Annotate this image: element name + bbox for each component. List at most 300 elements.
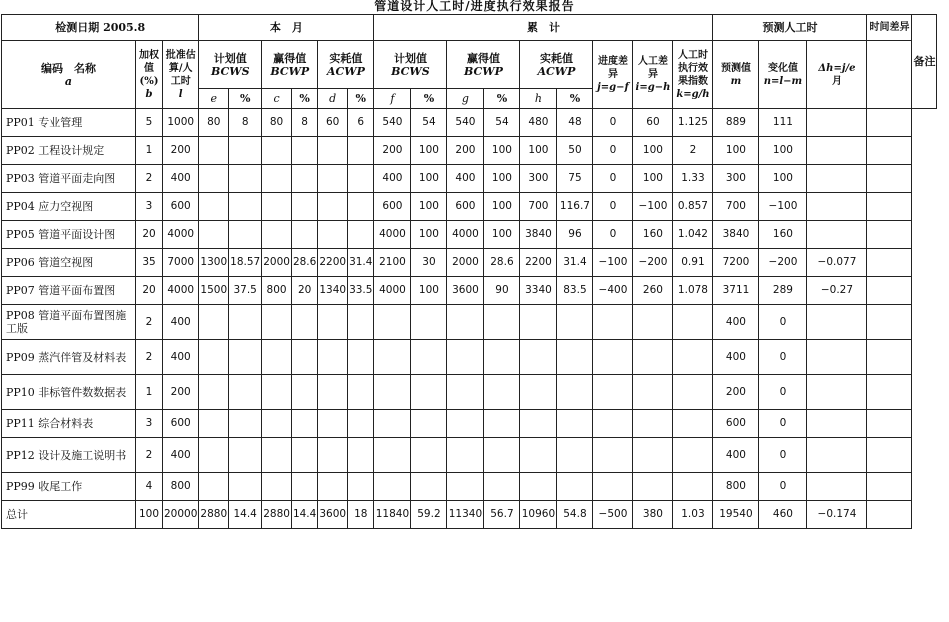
- table-cell: [593, 340, 633, 375]
- table-cell: 200: [713, 375, 759, 410]
- row-label: PP07 管道平面布置图: [2, 277, 136, 305]
- table-cell: 700: [713, 193, 759, 221]
- remark-header: 备注: [912, 15, 937, 109]
- table-cell: −0.174: [807, 501, 867, 529]
- table-cell: [318, 165, 348, 193]
- table-cell: [673, 375, 713, 410]
- table-cell: 260: [633, 277, 673, 305]
- table-cell: 2880: [199, 501, 229, 529]
- table-row: [2, 137, 937, 165]
- table-cell: [199, 305, 229, 340]
- table-cell: [318, 305, 348, 340]
- table-cell: [807, 109, 867, 137]
- table-cell: [447, 375, 484, 410]
- table-cell: [673, 438, 713, 473]
- table-cell: 200: [374, 137, 411, 165]
- table-cell: [318, 438, 348, 473]
- predicted-value-header: [713, 41, 759, 109]
- table-cell: −0.077: [807, 249, 867, 277]
- row-label: PP12 设计及施工说明书: [2, 438, 136, 473]
- table-cell: [262, 410, 292, 438]
- table-cell: 33.5: [348, 277, 374, 305]
- table-cell: 6: [348, 109, 374, 137]
- sub-pct: %: [411, 89, 447, 109]
- table-row: [2, 249, 937, 277]
- approved-var: l: [178, 88, 183, 100]
- table-cell: 100: [411, 221, 447, 249]
- table-cell: [199, 340, 229, 375]
- table-cell: [484, 305, 520, 340]
- table-cell: [318, 473, 348, 501]
- table-cell: 14.4: [291, 501, 317, 529]
- table-row: [2, 277, 937, 305]
- time-diff-header: 时间差异: [867, 15, 912, 41]
- table-cell: [867, 221, 912, 249]
- month-acwp-abbr: ACWP: [326, 64, 365, 78]
- table-cell: [199, 438, 229, 473]
- sub-pct: %: [557, 89, 593, 109]
- table-cell: 889: [713, 109, 759, 137]
- cum-bcws-header: [374, 41, 447, 89]
- report-title: 管道设计人工时/进度执行效果报告: [374, 0, 575, 12]
- table-cell: −100: [593, 249, 633, 277]
- month-bcwp-header: [262, 41, 318, 89]
- table-cell: 4000: [163, 277, 199, 305]
- table-cell: 8: [229, 109, 262, 137]
- table-cell: 111: [759, 109, 807, 137]
- table-cell: [673, 305, 713, 340]
- table-cell: 100: [411, 277, 447, 305]
- table-cell: [291, 473, 317, 501]
- table-cell: [447, 340, 484, 375]
- table-cell: 540: [374, 109, 411, 137]
- table-cell: [484, 438, 520, 473]
- table-cell: 0: [759, 438, 807, 473]
- table-cell: 2: [136, 165, 163, 193]
- table-cell: 3600: [318, 501, 348, 529]
- table-cell: 0: [759, 340, 807, 375]
- table-cell: [262, 305, 292, 340]
- table-cell: 4000: [374, 221, 411, 249]
- table-cell: 10960: [520, 501, 557, 529]
- table-cell: 90: [484, 277, 520, 305]
- table-cell: [291, 375, 317, 410]
- table-cell: [867, 165, 912, 193]
- table-cell: 400: [163, 438, 199, 473]
- table-cell: [557, 473, 593, 501]
- table-cell: [411, 340, 447, 375]
- table-cell: 3840: [520, 221, 557, 249]
- row-label: PP01 专业管理: [2, 109, 136, 137]
- month-bcwp-abbr: BCWP: [270, 64, 310, 78]
- table-cell: 60: [633, 109, 673, 137]
- total-row: [2, 501, 937, 529]
- table-cell: [633, 375, 673, 410]
- table-cell: [557, 375, 593, 410]
- table-cell: [867, 438, 912, 473]
- table-cell: 75: [557, 165, 593, 193]
- table-cell: [291, 165, 317, 193]
- table-cell: 19540: [713, 501, 759, 529]
- table-cell: [807, 193, 867, 221]
- table-cell: [867, 277, 912, 305]
- table-cell: [411, 410, 447, 438]
- table-cell: [520, 340, 557, 375]
- table-cell: 400: [163, 340, 199, 375]
- table-cell: [199, 375, 229, 410]
- table-cell: [229, 410, 262, 438]
- table-cell: [199, 410, 229, 438]
- table-cell: 80: [199, 109, 229, 137]
- table-cell: [593, 438, 633, 473]
- table-cell: [593, 473, 633, 501]
- table-cell: 60: [318, 109, 348, 137]
- table-cell: 2: [673, 137, 713, 165]
- table-cell: [348, 375, 374, 410]
- table-cell: 30: [411, 249, 447, 277]
- table-cell: [374, 305, 411, 340]
- table-cell: [807, 375, 867, 410]
- table-cell: [447, 473, 484, 501]
- table-cell: 3600: [447, 277, 484, 305]
- cum-acwp-header: [520, 41, 593, 89]
- table-cell: [633, 410, 673, 438]
- table-cell: [318, 193, 348, 221]
- table-cell: 200: [163, 375, 199, 410]
- table-cell: [374, 410, 411, 438]
- table-cell: [348, 137, 374, 165]
- table-row: [2, 305, 937, 340]
- table-cell: 600: [374, 193, 411, 221]
- table-cell: 100: [759, 137, 807, 165]
- table-cell: −200: [633, 249, 673, 277]
- table-cell: 2: [136, 340, 163, 375]
- header-row-1: [2, 15, 937, 41]
- month-bcws-abbr: BCWS: [211, 64, 250, 78]
- table-cell: 1: [136, 137, 163, 165]
- table-cell: 5: [136, 109, 163, 137]
- table-cell: 1000: [163, 109, 199, 137]
- table-cell: 0: [593, 221, 633, 249]
- table-cell: [520, 473, 557, 501]
- table-cell: [867, 375, 912, 410]
- table-cell: [593, 410, 633, 438]
- dh-unit: 月: [831, 75, 842, 87]
- table-cell: 2100: [374, 249, 411, 277]
- table-cell: [199, 165, 229, 193]
- data-body: [2, 109, 937, 529]
- table-cell: 7000: [163, 249, 199, 277]
- table-cell: 20: [291, 277, 317, 305]
- progress-diff-header: [593, 41, 633, 109]
- table-cell: 460: [759, 501, 807, 529]
- table-cell: 96: [557, 221, 593, 249]
- table-cell: [318, 340, 348, 375]
- table-cell: [318, 137, 348, 165]
- table-cell: [291, 410, 317, 438]
- table-cell: [348, 410, 374, 438]
- table-cell: [867, 340, 912, 375]
- table-cell: [411, 438, 447, 473]
- table-cell: 28.6: [291, 249, 317, 277]
- table-row: [2, 340, 937, 375]
- table-cell: 160: [759, 221, 807, 249]
- table-cell: 4000: [447, 221, 484, 249]
- dh-header: [807, 41, 867, 109]
- table-cell: [411, 305, 447, 340]
- table-cell: −100: [633, 193, 673, 221]
- table-cell: 8: [291, 109, 317, 137]
- table-cell: 31.4: [348, 249, 374, 277]
- table-cell: [807, 340, 867, 375]
- table-cell: 100: [411, 165, 447, 193]
- table-cell: 100: [713, 137, 759, 165]
- table-cell: 480: [520, 109, 557, 137]
- month-acwp-label: 实耗值: [329, 51, 363, 65]
- labor-diff-label: 人工差异: [637, 56, 668, 80]
- table-cell: 2200: [520, 249, 557, 277]
- table-cell: 31.4: [557, 249, 593, 277]
- table-cell: 400: [447, 165, 484, 193]
- sub-f: f: [374, 89, 411, 109]
- table-cell: 2200: [318, 249, 348, 277]
- table-cell: [229, 193, 262, 221]
- table-cell: 100: [484, 221, 520, 249]
- cum-bcws-label: 计划值: [393, 51, 427, 65]
- table-cell: [291, 193, 317, 221]
- table-cell: [291, 340, 317, 375]
- table-cell: 700: [520, 193, 557, 221]
- table-cell: [348, 221, 374, 249]
- table-cell: 11340: [447, 501, 484, 529]
- month-acwp-header: [318, 41, 374, 89]
- table-cell: [867, 501, 912, 529]
- table-cell: 7200: [713, 249, 759, 277]
- labor-diff-header: [633, 41, 673, 109]
- table-cell: 400: [713, 340, 759, 375]
- table-cell: [633, 438, 673, 473]
- table-cell: 0: [759, 410, 807, 438]
- table-cell: 11840: [374, 501, 411, 529]
- table-row: [2, 165, 937, 193]
- table-cell: 1500: [199, 277, 229, 305]
- table-row: [2, 410, 937, 438]
- sub-c: c: [262, 89, 292, 109]
- table-cell: [557, 438, 593, 473]
- approved-header: [163, 41, 199, 109]
- table-cell: [867, 137, 912, 165]
- table-cell: [291, 438, 317, 473]
- table-cell: [411, 375, 447, 410]
- table-cell: 100: [520, 137, 557, 165]
- sub-pct: %: [291, 89, 317, 109]
- table-cell: 3340: [520, 277, 557, 305]
- table-cell: [447, 305, 484, 340]
- sub-pct: %: [229, 89, 262, 109]
- table-cell: 289: [759, 277, 807, 305]
- table-cell: 20000: [163, 501, 199, 529]
- table-cell: [229, 438, 262, 473]
- table-cell: [229, 473, 262, 501]
- table-cell: 400: [374, 165, 411, 193]
- table-cell: [867, 410, 912, 438]
- table-cell: [262, 165, 292, 193]
- table-cell: 1.042: [673, 221, 713, 249]
- table-cell: 28.6: [484, 249, 520, 277]
- table-cell: [520, 375, 557, 410]
- table-cell: [484, 473, 520, 501]
- table-cell: [673, 410, 713, 438]
- table-cell: [291, 221, 317, 249]
- table-cell: 800: [163, 473, 199, 501]
- cum-acwp-label: 实耗值: [539, 51, 573, 65]
- table-cell: 3711: [713, 277, 759, 305]
- table-cell: 3: [136, 193, 163, 221]
- table-cell: 83.5: [557, 277, 593, 305]
- sub-h: h: [520, 89, 557, 109]
- change-value-label: 变化值: [767, 62, 798, 74]
- table-cell: [291, 137, 317, 165]
- table-cell: 300: [713, 165, 759, 193]
- table-cell: [348, 305, 374, 340]
- table-cell: [557, 410, 593, 438]
- table-cell: [633, 340, 673, 375]
- table-cell: [807, 221, 867, 249]
- table-cell: 600: [713, 410, 759, 438]
- table-cell: [229, 137, 262, 165]
- table-cell: 0.857: [673, 193, 713, 221]
- report-table: [1, 14, 937, 529]
- table-cell: [807, 473, 867, 501]
- table-cell: 600: [163, 410, 199, 438]
- table-cell: 0: [759, 473, 807, 501]
- predicted-value-label: 预测值: [720, 62, 751, 74]
- table-cell: 18: [348, 501, 374, 529]
- row-label: PP11 综合材料表: [2, 410, 136, 438]
- table-cell: [374, 375, 411, 410]
- table-cell: 400: [163, 305, 199, 340]
- table-cell: 600: [447, 193, 484, 221]
- table-cell: [374, 438, 411, 473]
- table-cell: 116.7: [557, 193, 593, 221]
- table-cell: [867, 249, 912, 277]
- table-cell: 800: [262, 277, 292, 305]
- table-cell: 48: [557, 109, 593, 137]
- table-cell: [520, 438, 557, 473]
- table-cell: 100: [484, 193, 520, 221]
- table-cell: 4: [136, 473, 163, 501]
- this-month-header: 本 月: [199, 15, 374, 41]
- table-cell: [374, 473, 411, 501]
- table-row: [2, 438, 937, 473]
- table-cell: −400: [593, 277, 633, 305]
- table-cell: 200: [163, 137, 199, 165]
- predicted-value-var: m: [730, 75, 742, 87]
- table-cell: 56.7: [484, 501, 520, 529]
- table-cell: [807, 305, 867, 340]
- table-cell: 35: [136, 249, 163, 277]
- table-cell: 300: [520, 165, 557, 193]
- approved-label: 批准估算/人工时: [165, 49, 196, 87]
- table-cell: 100: [411, 137, 447, 165]
- table-cell: [867, 305, 912, 340]
- table-cell: 0: [759, 375, 807, 410]
- cum-bcws-abbr: BCWS: [391, 64, 430, 78]
- table-cell: [557, 340, 593, 375]
- table-cell: [262, 137, 292, 165]
- table-cell: 400: [163, 165, 199, 193]
- table-cell: [348, 438, 374, 473]
- table-cell: [262, 473, 292, 501]
- table-row: [2, 193, 937, 221]
- table-cell: 2880: [262, 501, 292, 529]
- labor-diff-formula: i=g−h: [635, 82, 671, 93]
- table-cell: [229, 165, 262, 193]
- forecast-header: 预测人工时: [713, 15, 867, 41]
- table-cell: [262, 193, 292, 221]
- table-cell: 800: [713, 473, 759, 501]
- table-cell: 100: [484, 165, 520, 193]
- table-cell: 100: [633, 165, 673, 193]
- table-cell: 0: [593, 137, 633, 165]
- table-cell: [229, 305, 262, 340]
- table-cell: 80: [262, 109, 292, 137]
- table-cell: [447, 438, 484, 473]
- row-label: PP03 管道平面走向图: [2, 165, 136, 193]
- header-row-2: [2, 41, 937, 89]
- table-cell: 100: [633, 137, 673, 165]
- row-label: PP05 管道平面设计图: [2, 221, 136, 249]
- sub-d: d: [318, 89, 348, 109]
- weight-label: 加权值(%): [139, 49, 159, 87]
- table-cell: 4000: [163, 221, 199, 249]
- table-cell: [318, 221, 348, 249]
- table-cell: [199, 137, 229, 165]
- table-cell: [348, 165, 374, 193]
- table-cell: 0: [759, 305, 807, 340]
- code-name-label: 编码 名称: [41, 61, 96, 75]
- table-cell: 100: [484, 137, 520, 165]
- table-cell: 100: [411, 193, 447, 221]
- table-cell: [807, 410, 867, 438]
- sub-e: e: [199, 89, 229, 109]
- table-cell: 4000: [374, 277, 411, 305]
- sub-pct: %: [484, 89, 520, 109]
- weight-header: [136, 41, 163, 109]
- table-cell: 380: [633, 501, 673, 529]
- table-cell: 18.57: [229, 249, 262, 277]
- table-cell: [673, 340, 713, 375]
- table-cell: 2000: [447, 249, 484, 277]
- row-label: 总计: [2, 501, 136, 529]
- dh-formula: Δh=j/e: [818, 62, 856, 74]
- table-cell: [807, 438, 867, 473]
- table-cell: [229, 221, 262, 249]
- progress-diff-label: 进度差异: [597, 56, 628, 80]
- table-cell: [867, 473, 912, 501]
- cumulative-header: 累 计: [374, 15, 713, 41]
- table-cell: [291, 305, 317, 340]
- table-cell: 600: [163, 193, 199, 221]
- table-cell: 20: [136, 221, 163, 249]
- code-name-header: [2, 41, 136, 109]
- weight-var: b: [145, 88, 153, 100]
- table-cell: 160: [633, 221, 673, 249]
- row-label: PP02 工程设计规定: [2, 137, 136, 165]
- table-cell: 1.125: [673, 109, 713, 137]
- row-label: PP06 管道空视图: [2, 249, 136, 277]
- table-cell: 1300: [199, 249, 229, 277]
